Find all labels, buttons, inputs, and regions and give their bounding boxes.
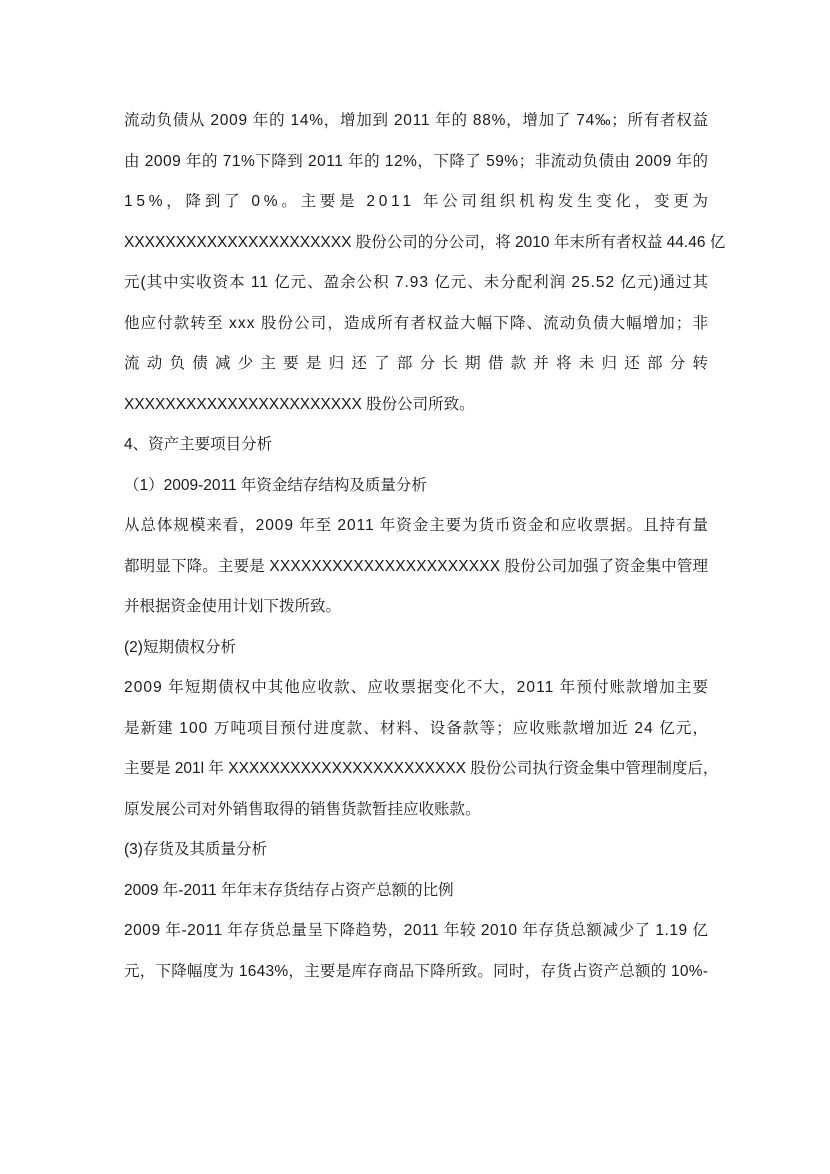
text-line-row <box>124 628 708 669</box>
text-line-row <box>124 304 708 345</box>
text-line-row <box>124 142 708 183</box>
text-line-row <box>124 790 708 831</box>
text-line: 是新建 100 万吨项目预付进度款、材料、设备款等；应收账款增加近 24 亿元， <box>124 719 710 737</box>
text-line: (3)存货及其质量分析 <box>124 841 267 858</box>
text-line-row <box>124 466 708 507</box>
text-line-row <box>124 385 708 426</box>
text-line: 2009 年短期债权中其他应收款、应收票据变化不大，2011 年预付账款增加主要 <box>124 679 710 696</box>
text-line: 流 动 负 债 减 少 主 要 是 归 还 了 部 分 长 期 借 款 并 将 未 归 还 部 分 转 <box>124 355 710 372</box>
text-line: 并根据资金使用计划下拨所致。 <box>124 598 342 615</box>
text-line-row <box>124 709 708 750</box>
text-line-row <box>124 911 708 952</box>
text-line-row <box>124 547 708 588</box>
text-line-row <box>124 587 708 628</box>
text-line-row <box>124 344 708 385</box>
text-line-row <box>124 425 708 466</box>
text-line-row <box>124 749 719 790</box>
text-line: 由 2009 年的 71%下降到 2011 年的 12%，下降了 59%；非流动负债由 2009 年的 <box>124 152 709 170</box>
text-line: XXXXXXXXXXXXXXXXXXXXXXX 股份公司所致。 <box>124 395 475 413</box>
text-line: 15%，降到了 0%。主要是 2011 年公司组织机构发生变化，变更为 <box>124 193 712 210</box>
text-line-row <box>124 263 708 304</box>
text-line-row <box>124 101 708 142</box>
text-line-row <box>124 182 712 223</box>
text-line: （1）2009-2011 年资金结存结构及质量分析 <box>124 476 427 494</box>
text-line-row <box>124 830 708 871</box>
text-line: 他应付款转至 xxx 股份公司，造成所有者权益大幅下降、流动负债大幅增加；非 <box>124 314 710 332</box>
text-line: 2009 年-2011 年存货总量呈下降趋势，2011 年较 2010 年存货总额减少了 1.19 亿 <box>124 922 709 939</box>
text-line: XXXXXXXXXXXXXXXXXXXXXX 股份公司的分公司，将 2010 年末所有者权益 44.46 亿 <box>124 233 726 251</box>
text-line: 2009 年-2011 年年末存货结存占资产总额的比例 <box>124 881 454 899</box>
text-line: 4、资产主要项目分析 <box>124 436 273 453</box>
text-line-row <box>124 506 708 547</box>
text-line-row <box>124 871 708 912</box>
text-line: 元(其中实收资本 11 亿元、盈余公积 7.93 亿元、未分配利润 25.52 亿元)通过其 <box>124 274 709 291</box>
text-line: 流动负债从 2009 年的 14%，增加到 2011 年的 88%，增加了 74‰；所有者权益 <box>124 112 709 129</box>
text-line-row <box>124 952 708 993</box>
text-line-row <box>124 223 726 264</box>
text-line: (2)短期债权分析 <box>124 638 236 656</box>
text-line: 原发展公司对外销售取得的销售货款暂挂应收账款。 <box>124 800 481 818</box>
text-line: 元，下降幅度为 1643%，主要是库存商品下降所致。同时，存货占资产总额的 10%- <box>124 962 709 980</box>
text-line: 从总体规模来看，2009 年至 2011 年资金主要为货币资金和应收票据。且持有量 <box>124 517 709 534</box>
text-line-row <box>124 668 708 709</box>
text-line: 主要是 201l 年 XXXXXXXXXXXXXXXXXXXXXXX 股份公司执行资金集中管理制度后， <box>124 760 719 777</box>
document-body <box>124 101 726 992</box>
text-line: 都明显下降。主要是 XXXXXXXXXXXXXXXXXXXXXX 股份公司加强了资金集中管理 <box>124 557 709 575</box>
